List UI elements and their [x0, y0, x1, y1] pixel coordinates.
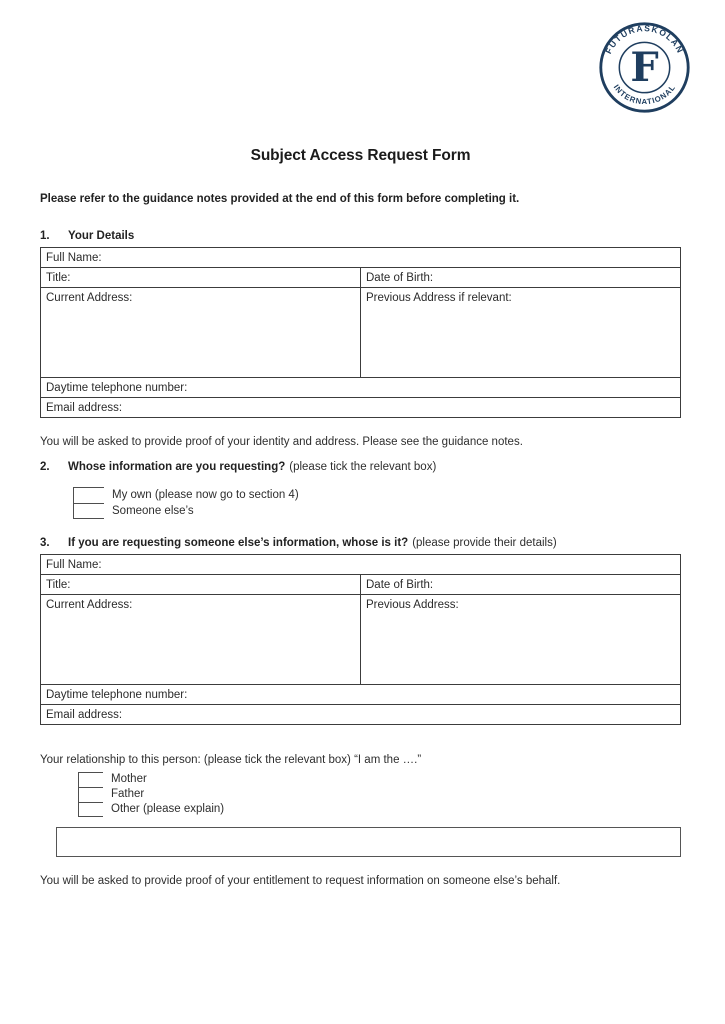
field-email-2[interactable]: Email address:: [41, 705, 681, 725]
checkbox-column: [73, 487, 104, 519]
section-2-title: Whose information are you requesting? (please tick the relevant box): [68, 461, 437, 473]
intro-note: Please refer to the guidance notes provided at the end of this form before completing it.: [40, 193, 520, 205]
other-person-details-table: [40, 554, 681, 725]
checkbox-other[interactable]: [79, 802, 103, 817]
section-3-title: If you are requesting someone else’s information, whose is it? (please provide their details): [68, 537, 557, 549]
field-daytime-phone[interactable]: Daytime telephone number:: [41, 378, 681, 398]
table-row: [41, 575, 681, 595]
field-email[interactable]: Email address:: [41, 398, 681, 418]
identity-note: You will be asked to provide proof of your identity and address. Please see the guidance notes.: [40, 436, 523, 448]
table-row: [41, 555, 681, 575]
info-owner-options: [73, 487, 681, 519]
section-2-hint: (please tick the relevant box): [289, 461, 437, 473]
field-title-2[interactable]: Title:: [41, 575, 361, 595]
checkbox-label-mother: Mother: [111, 773, 147, 785]
section-3-hint: (please provide their details): [412, 537, 557, 549]
table-row: [41, 268, 681, 288]
field-current-address[interactable]: Current Address:: [41, 288, 361, 378]
section-1-heading: [40, 229, 681, 243]
checkbox-column: [78, 772, 103, 817]
checkbox-label-father: Father: [111, 788, 145, 800]
checkbox-my-own[interactable]: [74, 487, 104, 503]
other-explain-input[interactable]: [56, 827, 681, 857]
checkbox-mother[interactable]: [79, 772, 103, 787]
field-full-name-2[interactable]: Full Name:: [41, 555, 681, 575]
field-date-of-birth-2[interactable]: Date of Birth:: [361, 575, 681, 595]
relationship-options: [78, 772, 681, 817]
section-3-heading: [40, 536, 681, 550]
table-row: [41, 595, 681, 685]
checkbox-label-my-own: My own (please now go to section 4): [112, 489, 299, 501]
your-details-table: [40, 247, 681, 418]
field-full-name[interactable]: Full Name:: [41, 248, 681, 268]
checkbox-labels: [112, 487, 299, 519]
field-previous-address-2[interactable]: Previous Address:: [361, 595, 681, 685]
checkbox-labels: [111, 772, 224, 817]
section-2-number: 2.: [40, 461, 50, 473]
checkbox-father[interactable]: [79, 787, 103, 802]
entitlement-note: You will be asked to provide proof of your entitlement to request information on someone else’s behalf.: [40, 875, 561, 887]
section-2-heading: [40, 460, 681, 474]
field-previous-address[interactable]: Previous Address if relevant:: [361, 288, 681, 378]
table-row: [41, 248, 681, 268]
table-row: [41, 288, 681, 378]
field-current-address-2[interactable]: Current Address:: [41, 595, 361, 685]
checkbox-label-other: Other (please explain): [111, 803, 225, 815]
table-row: [41, 685, 681, 705]
checkbox-someone-else[interactable]: [74, 503, 104, 519]
page-title: Subject Access Request Form: [250, 147, 471, 164]
table-row: [41, 705, 681, 725]
relationship-prompt: Your relationship to this person: (please tick the relevant box) “I am the ….”: [40, 754, 422, 766]
section-3-number: 3.: [40, 537, 50, 549]
table-row: [41, 378, 681, 398]
logo-letter-f: F: [630, 44, 659, 91]
logo-top-text: FUTURASKOLAN: [603, 23, 686, 56]
section-1-number: 1.: [40, 230, 50, 242]
table-row: [41, 398, 681, 418]
field-title[interactable]: Title:: [41, 268, 361, 288]
checkbox-label-someone-else: Someone else’s: [112, 505, 194, 517]
section-1-title: Your Details: [68, 230, 135, 242]
logo-bottom-text: INTERNATIONAL: [611, 82, 678, 107]
field-daytime-phone-2[interactable]: Daytime telephone number:: [41, 685, 681, 705]
field-date-of-birth[interactable]: Date of Birth:: [361, 268, 681, 288]
